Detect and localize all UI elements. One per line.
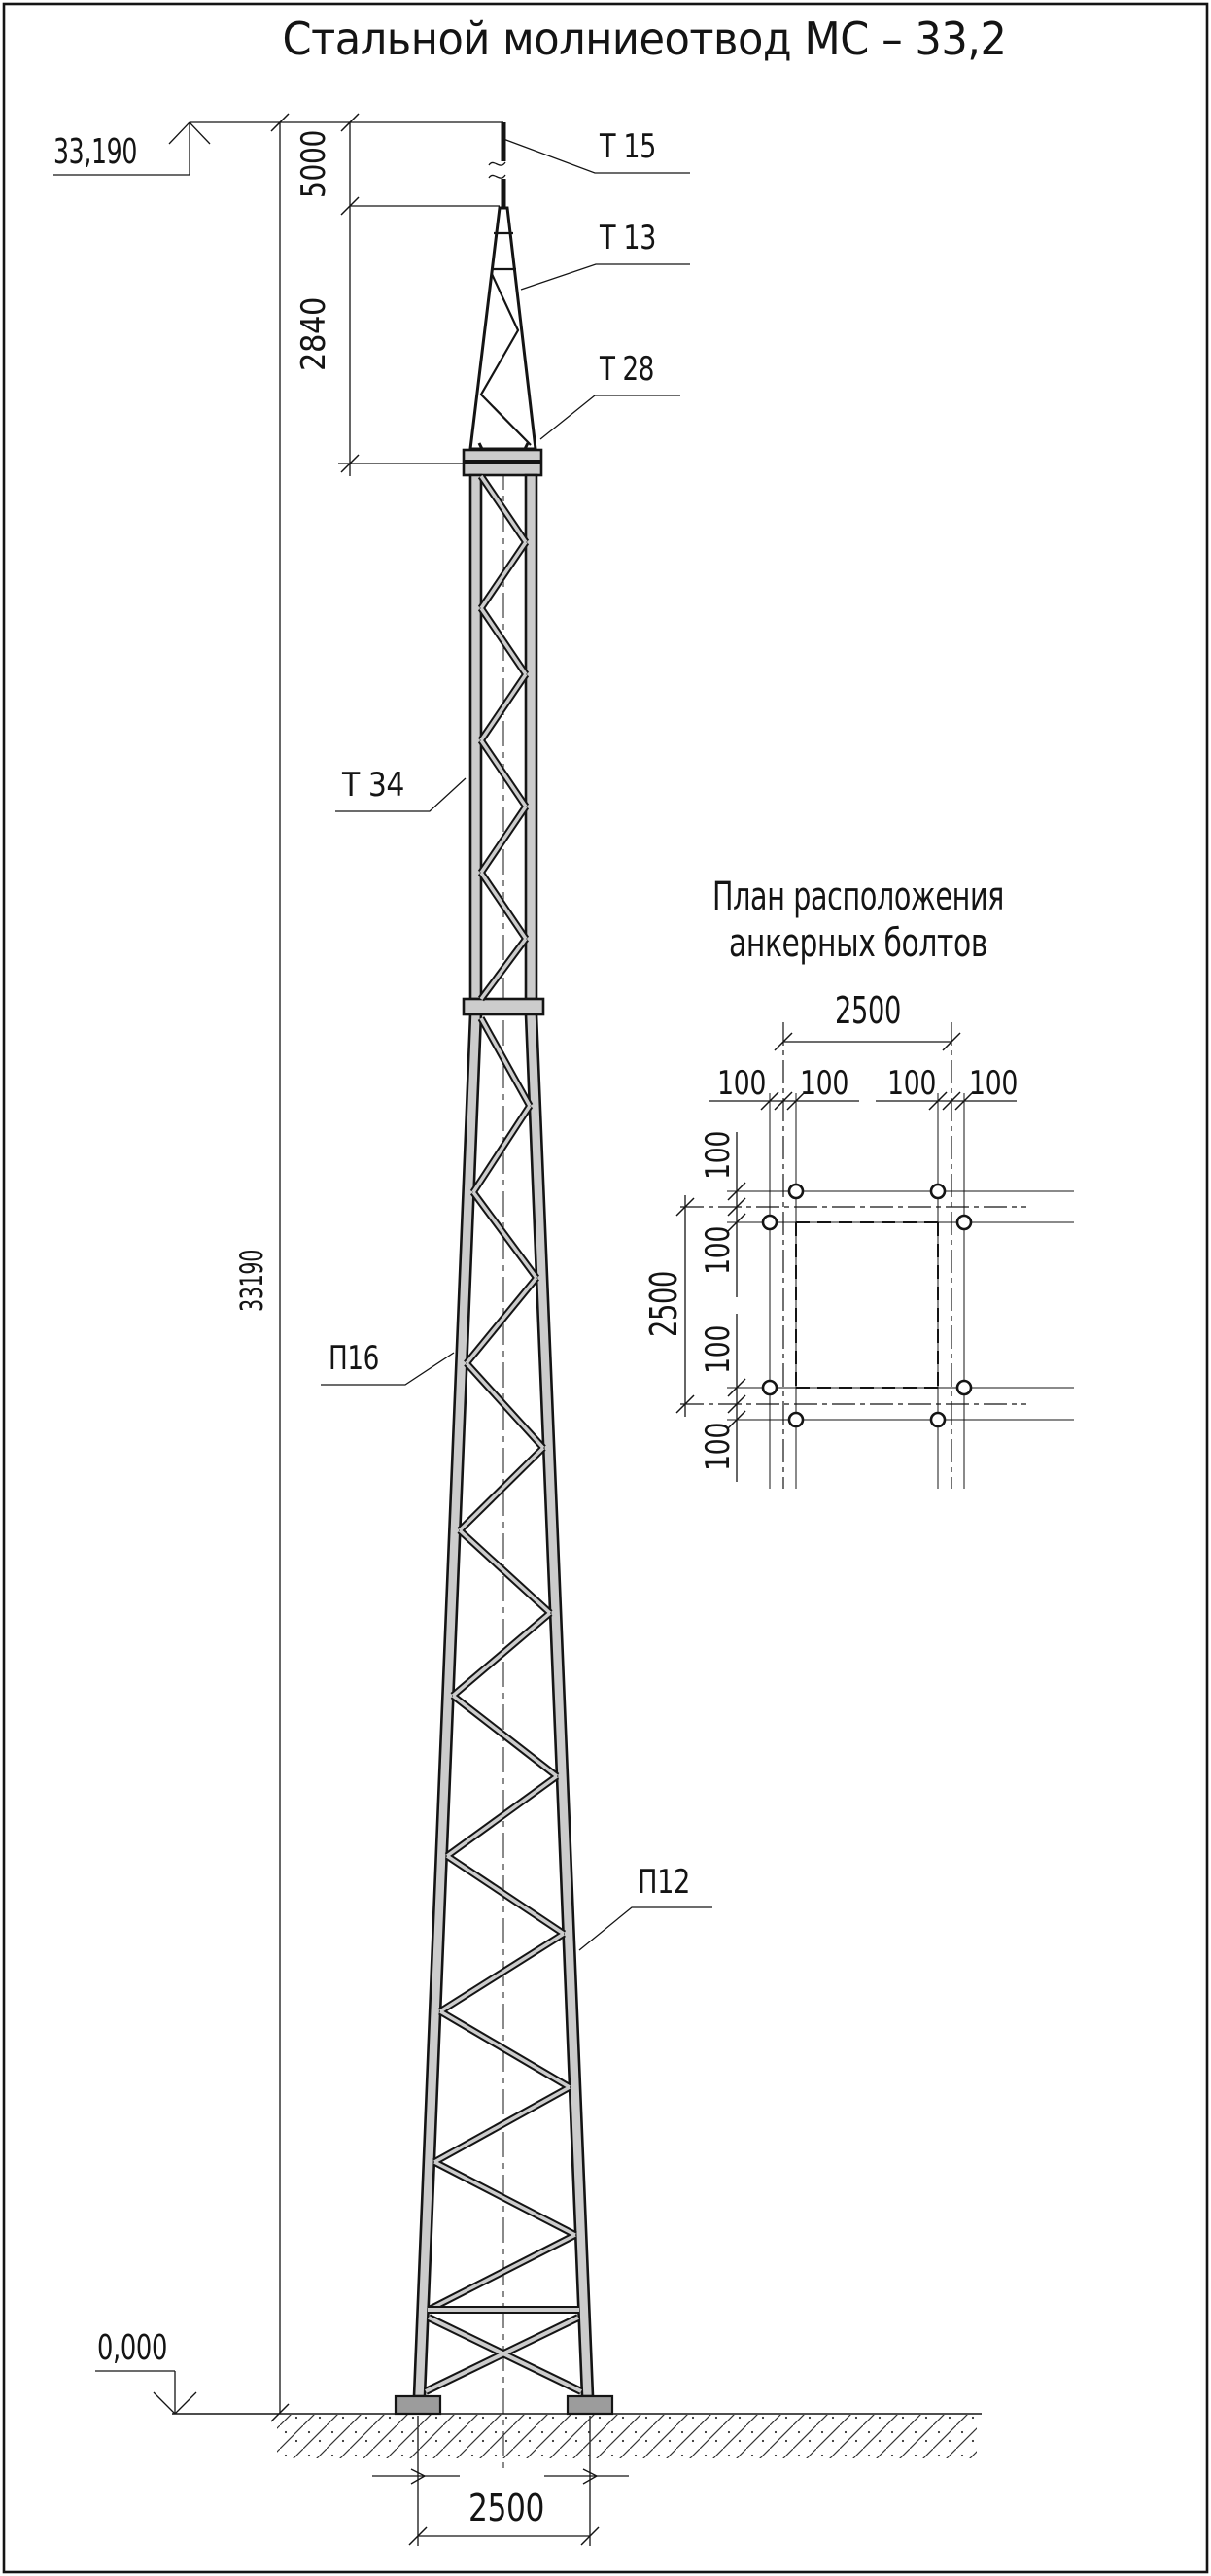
dim-rod-length: 5000: [294, 116, 333, 198]
plan-offset-left-4: 100: [699, 1409, 738, 1471]
plan-dim-width: 2500: [835, 989, 901, 1032]
footing-right: [568, 2396, 612, 2414]
plan-baseplate-outline: [796, 1222, 938, 1388]
dimension-ticks: [271, 114, 973, 2545]
svg-text:Т 15: Т 15: [599, 127, 656, 166]
plan-offset-top-2: 100: [800, 1064, 848, 1103]
label-p12: [579, 1863, 712, 1950]
plan-offset-top-3: 100: [887, 1064, 936, 1103]
label-t15: [503, 127, 690, 173]
plan-title-line2: анкерных болтов: [729, 921, 987, 966]
svg-text:Т 13: Т 13: [599, 219, 656, 258]
sheet-frame: [4, 4, 1207, 2572]
dimension-lines: [190, 116, 629, 2546]
elevation-mark-top: [53, 122, 210, 175]
label-t13: [521, 219, 690, 290]
plan-offset-left-2: 100: [699, 1213, 738, 1275]
top-rod: [489, 122, 505, 209]
plan-bolt-lines: [727, 1093, 1074, 1489]
elevation-mark-top-value: 33,190: [53, 132, 137, 172]
joint-flange: [464, 999, 543, 1014]
plan-offset-top-1: 100: [717, 1064, 766, 1103]
svg-text:Т 28: Т 28: [599, 350, 654, 389]
diagonal-bracing: [429, 476, 575, 2310]
right-leg-upper: [526, 475, 536, 999]
footing-left: [396, 2396, 440, 2414]
break-symbol: [489, 162, 505, 178]
label-t34: [335, 766, 466, 811]
plan-offset-left-1: 100: [699, 1117, 738, 1180]
plan-view: [642, 875, 1074, 1489]
label-t28: [540, 350, 680, 439]
dim-base-width: 2500: [468, 2487, 544, 2529]
svg-text:П16: П16: [329, 1339, 379, 1378]
dim-spike-length: 2840: [294, 289, 333, 371]
label-p16: [321, 1339, 454, 1385]
svg-text:П12: П12: [638, 1863, 690, 1902]
ground-hatch: [277, 2415, 977, 2458]
plan-offset-left-3: 100: [699, 1312, 738, 1374]
plan-dim-height: 2500: [642, 1245, 685, 1337]
anchor-bolts: [763, 1185, 971, 1426]
right-leg-lower: [526, 1014, 593, 2396]
plan-offset-top-4: 100: [969, 1064, 1018, 1103]
elevation-mark-bottom-value: 0,000: [97, 2328, 167, 2368]
elevation-mark-bottom: [95, 2328, 196, 2414]
svg-text:Т 34: Т 34: [341, 766, 404, 805]
page-title: Стальной молниеотвод МС – 33,2: [282, 13, 1007, 65]
plan-title-line1: План расположения: [712, 875, 1004, 919]
spike-cone: [470, 208, 536, 449]
elevation-view: [53, 116, 982, 2546]
dim-total-height: 33190: [233, 1215, 270, 1312]
